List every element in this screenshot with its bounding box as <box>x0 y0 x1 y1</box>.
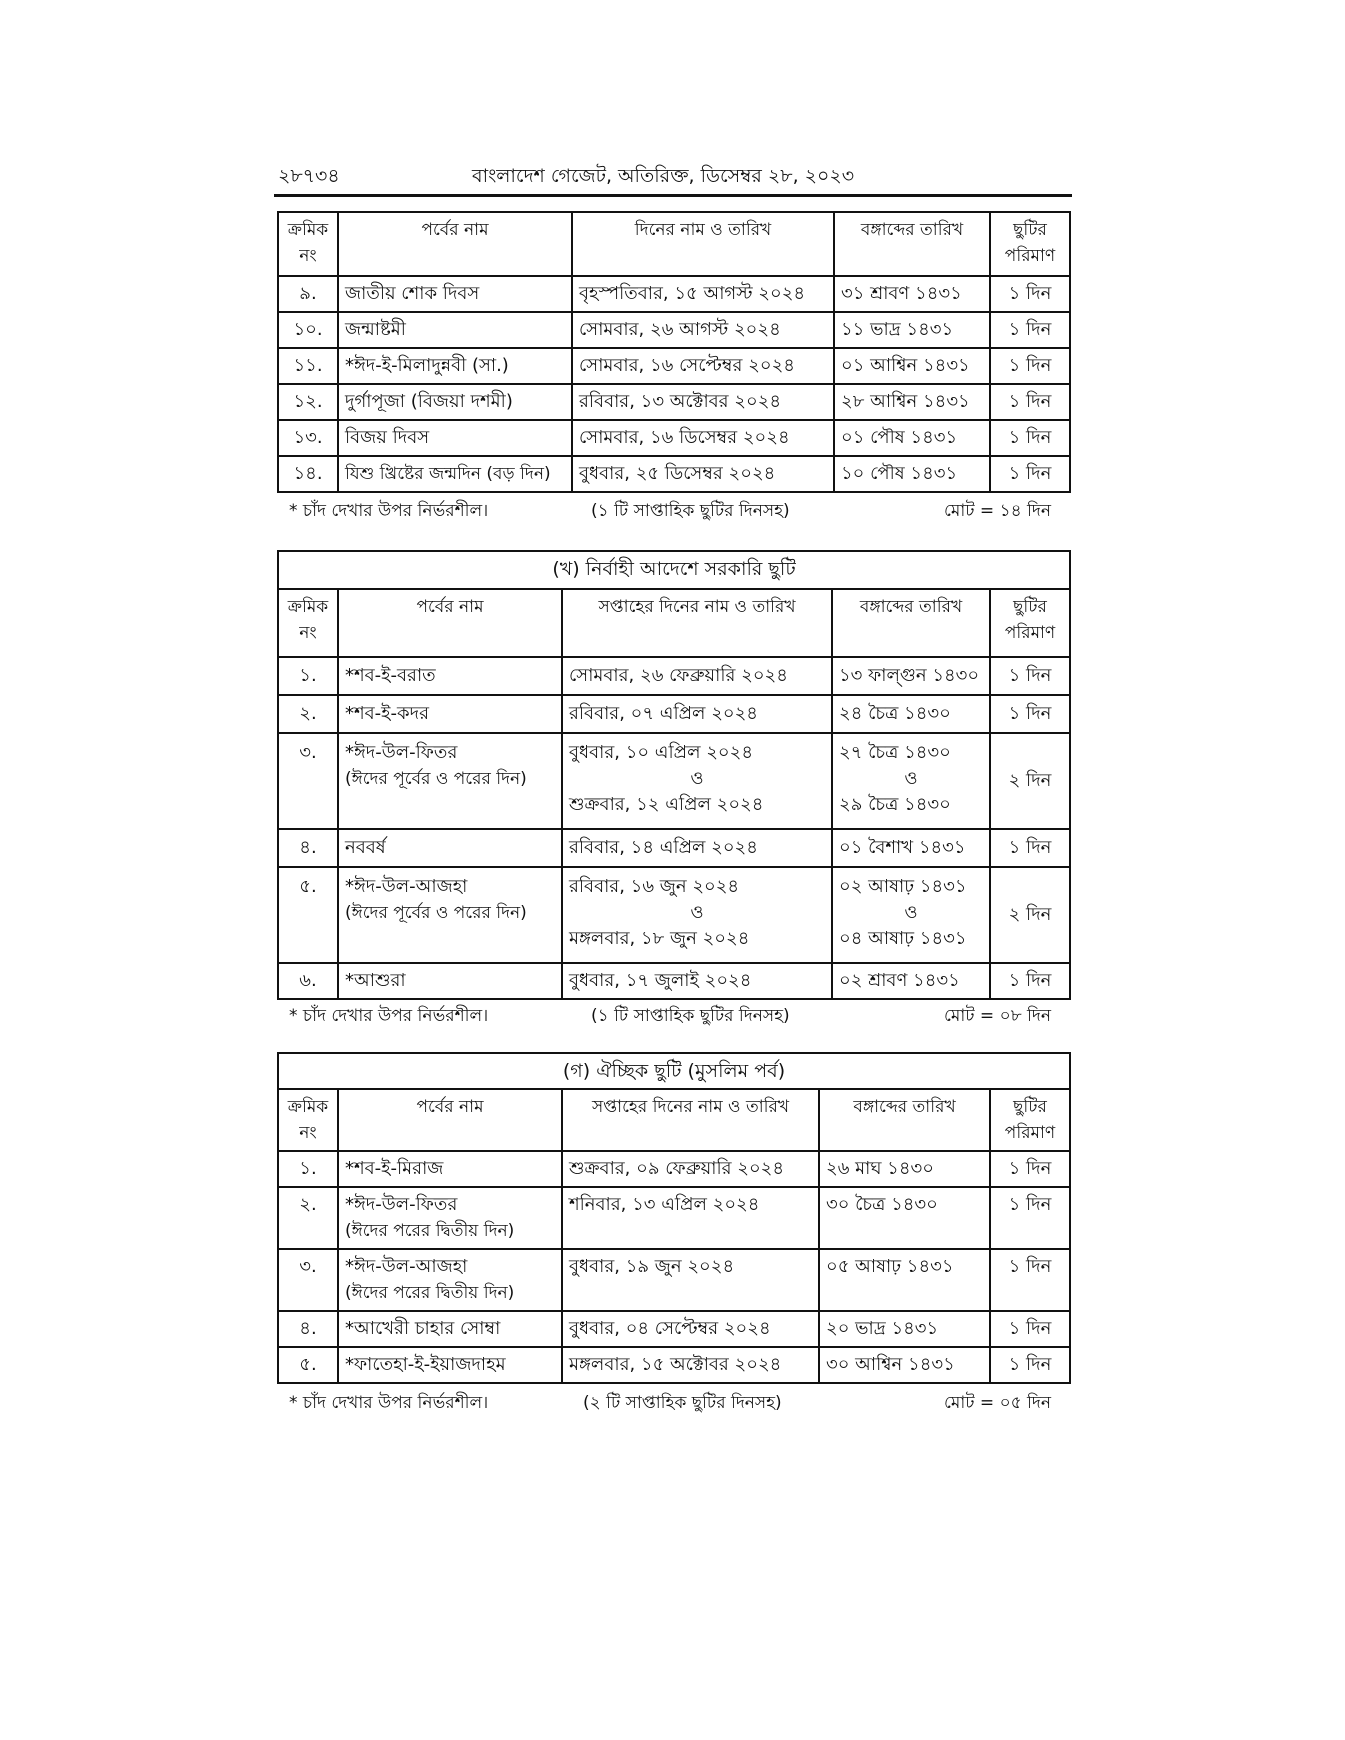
holiday-table-1 <box>277 211 1071 493</box>
cell-days: ১ দিন <box>990 1249 1070 1311</box>
cell-days: ১ দিন <box>990 963 1070 999</box>
cell-name: *ফাতেহা-ই-ইয়াজদাহম <box>338 1347 562 1383</box>
col-header-days: ছুটির পরিমাণ <box>990 212 1070 276</box>
cell-bangla-date: ০১ আশ্বিন ১৪৩১ <box>834 348 990 384</box>
col-header-serial: ক্রমিক নং <box>278 1089 338 1151</box>
cell-serial: ১১. <box>278 348 338 384</box>
cell-name: *ঈদ-ই-মিলাদুন্নবী (সা.) <box>338 348 572 384</box>
table-row <box>278 1249 1070 1311</box>
table-title: (খ) নির্বাহী আদেশে সরকারি ছুটি <box>278 551 1070 589</box>
col-header-date: দিনের নাম ও তারিখ <box>572 212 834 276</box>
cell-date-line1: রবিবার, ১৬ জুন ২০২৪ <box>569 876 740 897</box>
table-row <box>278 276 1070 312</box>
table-row <box>278 1187 1070 1249</box>
table-header-row <box>278 212 1070 276</box>
cell-serial: ২. <box>278 695 338 733</box>
cell-date: রবিবার, ০৭ এপ্রিল ২০২৪ <box>562 695 832 733</box>
moon-sighting-note: * চাঁদ দেখার উপর নির্ভরশীল। <box>289 501 489 521</box>
cell-bangla-date: ২৪ চৈত্র ১৪৩০ <box>832 695 990 733</box>
total-days: মোট = ০৫ দিন <box>943 1393 1051 1413</box>
cell-days: ১ দিন <box>990 1151 1070 1187</box>
cell-bangla-date: ৩০ চৈত্র ১৪৩০ <box>819 1187 990 1249</box>
cell-date-line2: শুক্রবার, ১২ এপ্রিল ২০২৪ <box>569 794 764 815</box>
cell-bangla-date: ২০ ভাদ্র ১৪৩১ <box>819 1311 990 1347</box>
col-header-days: ছুটির পরিমাণ <box>990 589 1070 657</box>
cell-name-line2: (ঈদের পরের দ্বিতীয় দিন) <box>345 1283 515 1303</box>
cell-serial: ৩. <box>278 733 338 829</box>
cell-bangla-date: ২৬ মাঘ ১৪৩০ <box>819 1151 990 1187</box>
weekly-holiday-note: (১ টি সাপ্তাহিক ছুটির দিনসহ) <box>591 501 790 521</box>
cell-date-and: ও <box>690 768 704 789</box>
cell-serial: ১. <box>278 1151 338 1187</box>
weekly-holiday-note: (২ টি সাপ্তাহিক ছুটির দিনসহ) <box>583 1393 782 1413</box>
cell-serial: ৯. <box>278 276 338 312</box>
cell-days: ১ দিন <box>990 312 1070 348</box>
col-header-name: পর্বের নাম <box>338 212 572 276</box>
cell-bangla-date <box>832 867 990 963</box>
cell-days: ১ দিন <box>990 1347 1070 1383</box>
cell-bangla-date <box>832 733 990 829</box>
col-header-date: সপ্তাহের দিনের নাম ও তারিখ <box>562 1089 819 1151</box>
table2-footnote <box>277 1003 1065 1029</box>
col-header-name: পর্বের নাম <box>338 589 562 657</box>
cell-serial: ৪. <box>278 829 338 867</box>
cell-bangla-date: ১৩ ফাল্গুন ১৪৩০ <box>832 657 990 695</box>
cell-bangla-date: ০১ বৈশাখ ১৪৩১ <box>832 829 990 867</box>
cell-days: ১ দিন <box>990 1311 1070 1347</box>
holiday-table-3 <box>277 1052 1071 1384</box>
cell-name: *শব-ই-মিরাজ <box>338 1151 562 1187</box>
cell-bangla-and: ও <box>904 902 918 923</box>
cell-name-line2: (ঈদের পূর্বের ও পরের দিন) <box>345 769 527 789</box>
cell-date: শুক্রবার, ০৯ ফেব্রুয়ারি ২০২৪ <box>562 1151 819 1187</box>
gazette-title: বাংলাদেশ গেজেট, অতিরিক্ত, ডিসেম্বর ২৮, ২০২৩ <box>472 165 855 187</box>
table-header-row <box>278 589 1070 657</box>
cell-date-line2: মঙ্গলবার, ১৮ জুন ২০২৪ <box>569 928 750 949</box>
cell-date <box>562 733 832 829</box>
cell-serial: ১. <box>278 657 338 695</box>
cell-days: ২ দিন <box>990 867 1070 963</box>
cell-date: সোমবার, ২৬ ফেব্রুয়ারি ২০২৪ <box>562 657 832 695</box>
col-header-serial: ক্রমিক নং <box>278 212 338 276</box>
cell-serial: ৪. <box>278 1311 338 1347</box>
table-row <box>278 963 1070 999</box>
cell-name-line2: (ঈদের পূর্বের ও পরের দিন) <box>345 903 527 923</box>
cell-serial: ৫. <box>278 867 338 963</box>
table-row <box>278 348 1070 384</box>
cell-name-line1: *ঈদ-উল-আজহা <box>345 1256 468 1277</box>
table-row <box>278 1151 1070 1187</box>
cell-name-line1: *ঈদ-উল-আজহা <box>345 876 468 897</box>
table-title-row <box>278 551 1070 589</box>
cell-date-and: ও <box>690 902 704 923</box>
col-header-date: সপ্তাহের দিনের নাম ও তারিখ <box>562 589 832 657</box>
page-header <box>276 158 1068 192</box>
cell-bangla-date: ২৮ আশ্বিন ১৪৩১ <box>834 384 990 420</box>
cell-bangla-date: ৩১ শ্রাবণ ১৪৩১ <box>834 276 990 312</box>
cell-name <box>338 867 562 963</box>
table-row <box>278 657 1070 695</box>
cell-name: দুর্গাপূজা (বিজয়া দশমী) <box>338 384 572 420</box>
cell-date: রবিবার, ১৪ এপ্রিল ২০২৪ <box>562 829 832 867</box>
table-row <box>278 456 1070 492</box>
cell-days: ১ দিন <box>990 829 1070 867</box>
cell-date-line1: বুধবার, ১০ এপ্রিল ২০২৪ <box>569 742 753 763</box>
cell-name: যিশু খ্রিষ্টের জন্মদিন (বড় দিন) <box>338 456 572 492</box>
cell-name: জাতীয় শোক দিবস <box>338 276 572 312</box>
cell-serial: ১২. <box>278 384 338 420</box>
cell-bangla-date: ০১ পৌষ ১৪৩১ <box>834 420 990 456</box>
cell-days: ১ দিন <box>990 276 1070 312</box>
total-days: মোট = ১৪ দিন <box>944 501 1051 521</box>
cell-days: ১ দিন <box>990 657 1070 695</box>
table-row <box>278 1347 1070 1383</box>
cell-date: বুধবার, ০৪ সেপ্টেম্বর ২০২৪ <box>562 1311 819 1347</box>
moon-sighting-note: * চাঁদ দেখার উপর নির্ভরশীল। <box>289 1006 489 1026</box>
table-header-row <box>278 1089 1070 1151</box>
cell-name: *আখেরী চাহার সোম্বা <box>338 1311 562 1347</box>
cell-name: *আশুরা <box>338 963 562 999</box>
table-row <box>278 829 1070 867</box>
col-header-bangla-date: বঙ্গাব্দের তারিখ <box>832 589 990 657</box>
cell-name: *শব-ই-বরাত <box>338 657 562 695</box>
holiday-table-2 <box>277 550 1071 1000</box>
cell-date: রবিবার, ১৩ অক্টোবর ২০২৪ <box>572 384 834 420</box>
cell-name <box>338 1187 562 1249</box>
col-header-name: পর্বের নাম <box>338 1089 562 1151</box>
cell-name: নববর্ষ <box>338 829 562 867</box>
cell-name <box>338 733 562 829</box>
cell-name-line1: *ঈদ-উল-ফিতর <box>345 1194 458 1215</box>
header-rule <box>274 194 1072 197</box>
table-row <box>278 695 1070 733</box>
cell-date: শনিবার, ১৩ এপ্রিল ২০২৪ <box>562 1187 819 1249</box>
cell-date <box>562 867 832 963</box>
table1-footnote <box>277 498 1065 524</box>
cell-serial: ৬. <box>278 963 338 999</box>
table-row <box>278 867 1070 963</box>
col-header-serial: ক্রমিক নং <box>278 589 338 657</box>
cell-bangla-and: ও <box>904 768 918 789</box>
weekly-holiday-note: (১ টি সাপ্তাহিক ছুটির দিনসহ) <box>591 1006 790 1026</box>
col-header-days: ছুটির পরিমাণ <box>990 1089 1070 1151</box>
cell-name: বিজয় দিবস <box>338 420 572 456</box>
cell-serial: ১০. <box>278 312 338 348</box>
cell-date: সোমবার, ১৬ ডিসেম্বর ২০২৪ <box>572 420 834 456</box>
cell-bangla-line1: ২৭ চৈত্র ১৪৩০ <box>839 742 951 763</box>
col-header-bangla-date: বঙ্গাব্দের তারিখ <box>834 212 990 276</box>
cell-bangla-date: ০৫ আষাঢ় ১৪৩১ <box>819 1249 990 1311</box>
cell-name <box>338 1249 562 1311</box>
cell-date: সোমবার, ১৬ সেপ্টেম্বর ২০২৪ <box>572 348 834 384</box>
cell-days: ২ দিন <box>990 733 1070 829</box>
table3-footnote <box>277 1390 1065 1416</box>
moon-sighting-note: * চাঁদ দেখার উপর নির্ভরশীল। <box>289 1393 489 1413</box>
cell-days: ১ দিন <box>990 456 1070 492</box>
cell-serial: ১৪. <box>278 456 338 492</box>
total-days: মোট = ০৮ দিন <box>943 1006 1051 1026</box>
cell-serial: ১৩. <box>278 420 338 456</box>
cell-date: বৃহস্পতিবার, ১৫ আগস্ট ২০২৪ <box>572 276 834 312</box>
cell-name: জন্মাষ্টমী <box>338 312 572 348</box>
page-number: ২৮৭৩৪ <box>278 165 340 187</box>
cell-days: ১ দিন <box>990 420 1070 456</box>
cell-serial: ৫. <box>278 1347 338 1383</box>
table-row <box>278 420 1070 456</box>
cell-bangla-date: ৩০ আশ্বিন ১৪৩১ <box>819 1347 990 1383</box>
cell-name-line2: (ঈদের পরের দ্বিতীয় দিন) <box>345 1221 515 1241</box>
cell-date: বুধবার, ১৯ জুন ২০২৪ <box>562 1249 819 1311</box>
table-title-row <box>278 1053 1070 1089</box>
cell-serial: ৩. <box>278 1249 338 1311</box>
cell-date: বুধবার, ২৫ ডিসেম্বর ২০২৪ <box>572 456 834 492</box>
table-row <box>278 1311 1070 1347</box>
table-row <box>278 733 1070 829</box>
cell-date: বুধবার, ১৭ জুলাই ২০২৪ <box>562 963 832 999</box>
cell-days: ১ দিন <box>990 695 1070 733</box>
cell-bangla-line2: ২৯ চৈত্র ১৪৩০ <box>839 794 951 815</box>
cell-bangla-line2: ০৪ আষাঢ় ১৪৩১ <box>839 928 967 949</box>
cell-days: ১ দিন <box>990 1187 1070 1249</box>
cell-days: ১ দিন <box>990 348 1070 384</box>
cell-bangla-date: ১১ ভাদ্র ১৪৩১ <box>834 312 990 348</box>
cell-bangla-line1: ০২ আষাঢ় ১৪৩১ <box>839 876 967 897</box>
cell-date: সোমবার, ২৬ আগস্ট ২০২৪ <box>572 312 834 348</box>
cell-name-line1: *ঈদ-উল-ফিতর <box>345 742 458 763</box>
table-title: (গ) ঐচ্ছিক ছুটি (মুসলিম পর্ব) <box>278 1053 1070 1089</box>
table-row <box>278 312 1070 348</box>
cell-date: মঙ্গলবার, ১৫ অক্টোবর ২০২৪ <box>562 1347 819 1383</box>
cell-bangla-date: ১০ পৌষ ১৪৩১ <box>834 456 990 492</box>
col-header-bangla-date: বঙ্গাব্দের তারিখ <box>819 1089 990 1151</box>
cell-days: ১ দিন <box>990 384 1070 420</box>
table-row <box>278 384 1070 420</box>
cell-bangla-date: ০২ শ্রাবণ ১৪৩১ <box>832 963 990 999</box>
cell-name: *শব-ই-কদর <box>338 695 562 733</box>
cell-serial: ২. <box>278 1187 338 1249</box>
